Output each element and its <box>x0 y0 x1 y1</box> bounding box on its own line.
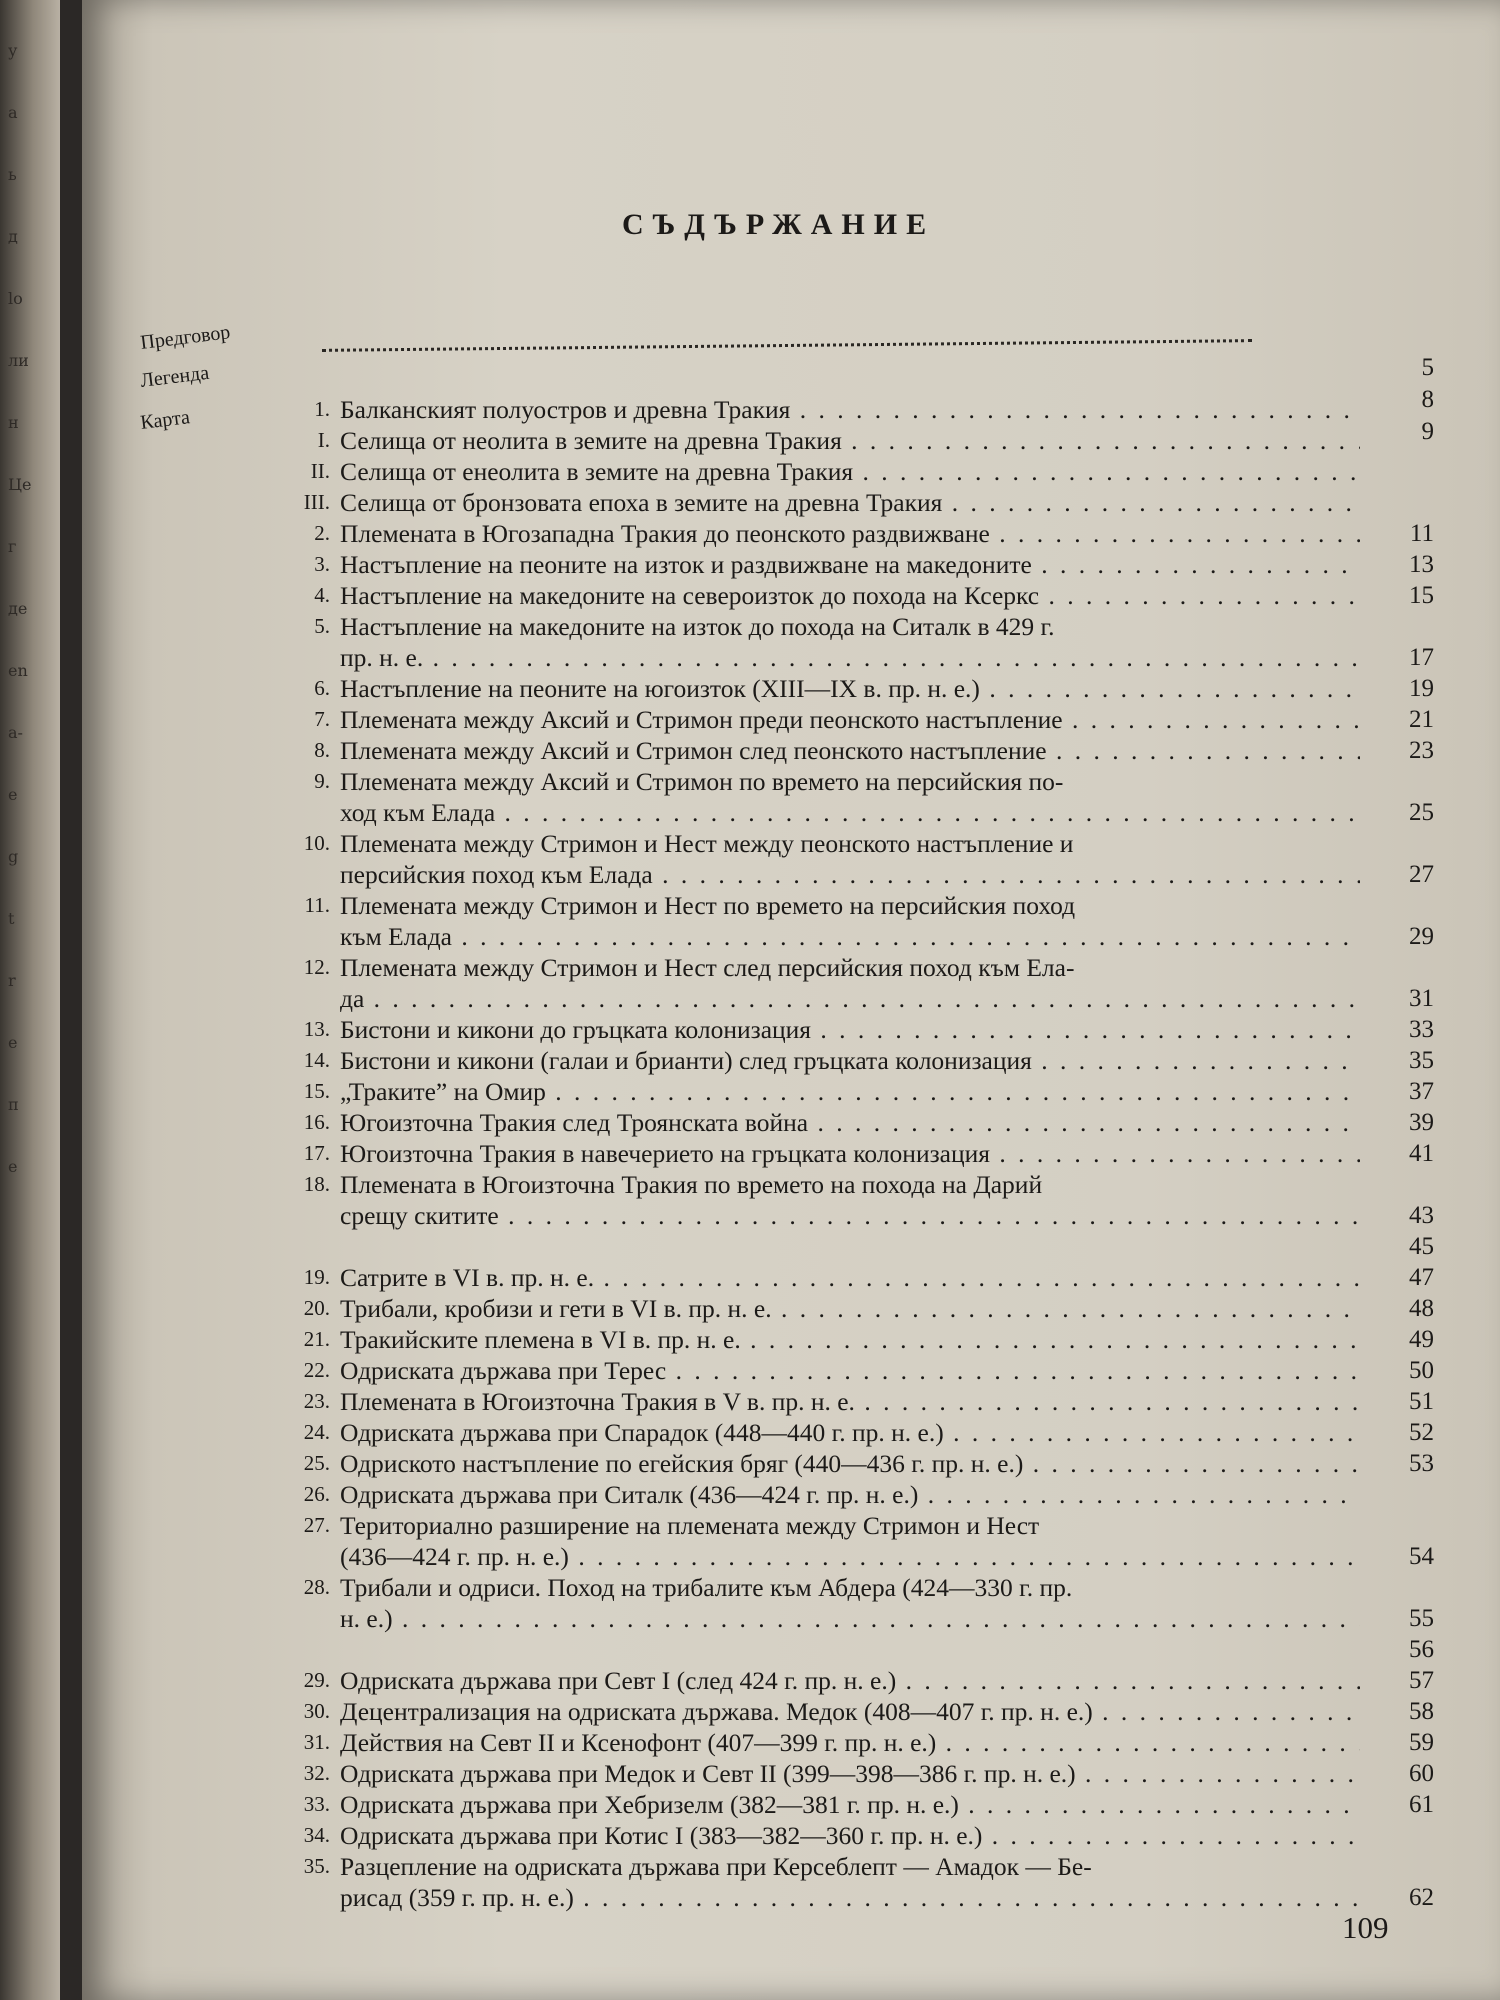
toc-entry-number: 17. <box>303 1141 330 1165</box>
spine-fragment: де <box>8 599 28 618</box>
toc-entry-number: 10. <box>303 831 330 855</box>
front-matter-label: Предговор <box>139 321 232 355</box>
toc-entry <box>142 487 1482 518</box>
toc-entry-line: да . . . <box>340 983 1360 1014</box>
toc-entry-number: 33. <box>303 1792 330 1816</box>
toc-entry-line: пр. н. е. . . . <box>340 642 1360 673</box>
toc-entry-page: 33 <box>1409 1016 1434 1043</box>
toc-entry <box>142 735 1482 766</box>
toc-entry-number: 1. <box>314 397 330 421</box>
toc-entry <box>142 1572 1482 1665</box>
toc-entry-title <box>340 1076 1360 1107</box>
front-matter-label: Легенда <box>139 361 211 393</box>
toc-entry-number: 19. <box>303 1265 330 1289</box>
toc-entry-line: Племената между Стримон и Нест след персийския поход към Ела- <box>340 953 1075 982</box>
toc-entry-title <box>340 1789 1360 1820</box>
toc-entry-number: 32. <box>303 1761 330 1785</box>
toc-entry-page: 31 <box>1409 985 1434 1012</box>
toc-entry-title <box>340 1758 1360 1789</box>
toc-entry-number: I. <box>317 428 330 452</box>
toc-entry-page: 58 <box>1409 1698 1434 1725</box>
toc-entry-page: 41 <box>1409 1140 1434 1167</box>
toc-entry-title <box>340 518 1360 549</box>
book-spine-edge <box>0 0 60 2000</box>
spine-fragment: г <box>8 537 17 556</box>
toc-entry-line: Югоизточна Тракия след Троянската война . . . <box>340 1107 1360 1138</box>
spine-fragment: en <box>8 661 28 680</box>
toc-entry-line: Племената между Аксий и Стримон след пеонското настъпление . . . <box>340 735 1360 766</box>
toc-entry-title <box>340 1014 1360 1045</box>
toc-entry-number: 16. <box>303 1110 330 1134</box>
toc-entry <box>142 1665 1482 1696</box>
toc-entry-number: 11. <box>304 893 330 917</box>
toc-entry-number: 31. <box>303 1730 330 1754</box>
toc-entry-title <box>340 890 1360 952</box>
toc-entry-title <box>340 1820 1360 1851</box>
toc-entry-page: 23 <box>1409 737 1434 764</box>
spine-fragment: Це <box>8 475 32 494</box>
toc-entry <box>142 1851 1482 1913</box>
toc-entry <box>142 394 1482 425</box>
toc-entry-line: н. е.) . . . <box>340 1603 1360 1634</box>
toc-entry-page: 59 <box>1409 1729 1434 1756</box>
front-matter-legend <box>139 362 210 393</box>
toc-entry <box>142 1045 1482 1076</box>
spine-fragment: a- <box>8 723 23 742</box>
toc-entry-line: Настъпление на македоните на изток до похода на Ситалк в 429 г. <box>340 612 1055 641</box>
toc-entry <box>142 1386 1482 1417</box>
toc-entry-line: Племената в Югоизточна Тракия в V в. пр. н. е. . . . <box>340 1386 1360 1417</box>
toc-entry <box>142 549 1482 580</box>
toc-entry-title <box>340 487 1360 518</box>
toc-entry <box>142 952 1482 1014</box>
toc-entry-title <box>340 1293 1360 1324</box>
toc-entry-page: 11 <box>1409 520 1434 547</box>
toc-entry-page: 57 <box>1409 1667 1434 1694</box>
toc-entry-number: 21. <box>303 1327 330 1351</box>
toc-entry-number: 26. <box>303 1482 330 1506</box>
toc-entry-page: 19 <box>1409 675 1434 702</box>
toc-entry <box>142 1789 1482 1820</box>
toc-entry-title <box>340 425 1360 456</box>
toc-entry-number: 23. <box>303 1389 330 1413</box>
toc-entry-title <box>340 952 1360 1014</box>
toc-entry-line: персийския поход към Елада . . . <box>340 859 1360 890</box>
toc-entry-line: Настъпление на пеоните на изток и раздвижване на македоните . . . <box>340 549 1360 580</box>
toc-entry-line: Териториално разширение на племената между Стримон и Нест <box>340 1511 1040 1540</box>
toc-entry-number: 2. <box>314 521 330 545</box>
toc-entry <box>142 766 1482 828</box>
spine-fragment: у <box>8 41 18 60</box>
toc-entry-page: 50 <box>1409 1357 1434 1384</box>
toc-entry-number: III. <box>303 490 330 514</box>
front-matter-page-map: 9 <box>1421 418 1434 445</box>
toc-entry-page: 27 <box>1409 861 1434 888</box>
toc-entry-number: 14. <box>303 1048 330 1072</box>
toc-entry-line: Настъпление на пеоните на югоизток (XIII—IX в. пр. н. е.) . . . <box>340 673 1360 704</box>
toc-entry-page: 29 <box>1409 923 1434 950</box>
toc-entry-line: Одриската държава при Медок и Севт II (399—398—386 г. пр. н. е.) . . . <box>340 1758 1360 1789</box>
spine-fragment: ь <box>8 165 17 184</box>
toc-entry-page: 13 <box>1409 551 1434 578</box>
toc-entry-title <box>340 1169 1360 1262</box>
toc-entry-line: Децентрализация на одриската държава. Медок (408—407 г. пр. н. е.) . . . <box>340 1696 1360 1727</box>
toc-entry-number: 20. <box>303 1296 330 1320</box>
toc-entry-line: Племената в Югоизточна Тракия по времето на похода на Дарий <box>340 1170 1043 1199</box>
spine-fragment: lo <box>8 289 23 308</box>
toc-entry-line: ход към Елада . . . <box>340 797 1360 828</box>
toc-entry-line: Одриската държава при Терес . . . <box>340 1355 1360 1386</box>
toc-entry-page: 17 <box>1409 644 1434 671</box>
front-matter-page-preface: 5 <box>1421 354 1434 381</box>
toc-entry <box>142 425 1482 456</box>
toc-entry-page: 15 <box>1409 582 1434 609</box>
toc-entry-page: 43 <box>1409 1202 1434 1229</box>
toc-entry-title <box>340 1727 1360 1758</box>
toc-entry <box>142 518 1482 549</box>
toc-entry-line: Югоизточна Тракия в навечерието на гръцката колонизация . . . <box>340 1138 1360 1169</box>
toc-entry <box>142 1324 1482 1355</box>
toc-entry-title <box>340 1417 1360 1448</box>
toc-entry-line: Селища от енеолита в земите на древна Тракия . . . <box>340 456 1360 487</box>
spine-fragment: н <box>8 413 19 432</box>
toc-entry-title <box>340 1665 1360 1696</box>
toc-entry-number: 29. <box>303 1668 330 1692</box>
spine-fragment: д <box>8 227 18 246</box>
toc-entry <box>142 580 1482 611</box>
toc-entry-title <box>340 1696 1360 1727</box>
toc-entry-line: Настъпление на македоните на североизток до похода на Ксеркс . . . <box>340 580 1360 611</box>
toc-entry-title <box>340 1572 1360 1665</box>
front-matter-preface <box>139 321 231 355</box>
page-content <box>139 0 1482 2000</box>
toc-entry-line: Одриската държава при Ситалк (436—424 г. пр. н. е.) . . . <box>340 1479 1360 1510</box>
toc-entry-line: Трибали и одриси. Поход на трибалите към Абдера (424—330 г. пр. <box>340 1573 1073 1602</box>
toc-entry-title <box>340 673 1360 704</box>
toc-entry-number: 12. <box>303 955 330 979</box>
toc-entry-title <box>340 1355 1360 1386</box>
toc-entry-page: 48 <box>1409 1295 1434 1322</box>
toc-entry-line: Племената между Аксий и Стримон по времето на персийския по- <box>340 767 1064 796</box>
toc-entry-page: 54 <box>1409 1543 1434 1570</box>
book-page <box>82 0 1500 2000</box>
toc-entry-number: 35. <box>303 1854 330 1878</box>
toc-entry-number: 3. <box>314 552 330 576</box>
spine-fragment: e <box>8 1033 18 1052</box>
toc-entry-line: Бистони и кикони (галаи и брианти) след гръцката колонизация . . . <box>340 1045 1360 1076</box>
toc-entry-line: към Елада . . . <box>340 921 1360 952</box>
toc-entry-number: 8. <box>314 738 330 762</box>
toc-entry-line: Действия на Севт II и Ксенофонт (407—399 г. пр. н. е.) . . . <box>340 1727 1360 1758</box>
toc-entry-title <box>340 1138 1360 1169</box>
toc-entry-page: 62 <box>1409 1884 1434 1911</box>
toc-entry-page: 39 <box>1409 1109 1434 1136</box>
toc-entry <box>142 611 1482 673</box>
toc-entry-title <box>340 1107 1360 1138</box>
toc-entry-page-extra: 56 <box>1409 1636 1434 1663</box>
toc-entry-number: 4. <box>314 583 330 607</box>
page-number: 109 <box>1342 1910 1389 1945</box>
toc-entry <box>142 1479 1482 1510</box>
toc-entry-line: (436—424 г. пр. н. е.) . . . <box>340 1541 1360 1572</box>
toc-entry <box>142 1758 1482 1789</box>
toc-entry-page: 60 <box>1409 1760 1434 1787</box>
toc-entry-number: 30. <box>303 1699 330 1723</box>
toc-entry-number: 18. <box>303 1172 330 1196</box>
toc-entry-line: срещу скитите . . . <box>340 1200 1360 1231</box>
toc-entry-title <box>340 1262 1360 1293</box>
toc-entry-line: Племената между Аксий и Стримон преди пеонското настъпление . . . <box>340 704 1360 735</box>
toc-entry-title <box>340 1324 1360 1355</box>
toc-entry <box>142 1417 1482 1448</box>
toc-entry-number: 27. <box>303 1513 330 1537</box>
toc-entry-page: 25 <box>1409 799 1434 826</box>
toc-entry-line: Сатрите в VI в. пр. н. е. . . . <box>340 1262 1360 1293</box>
toc-entry-number: 24. <box>303 1420 330 1444</box>
toc-entry-number: 7. <box>314 707 330 731</box>
toc-entry-line: рисад (359 г. пр. н. е.) . . . <box>340 1882 1360 1913</box>
toc-entry-line: Селища от бронзовата епоха в земите на древна Тракия . . . <box>340 487 1360 518</box>
toc-entry <box>142 673 1482 704</box>
toc-entry <box>142 456 1482 487</box>
toc-entry-line: Трибали, кробизи и гети в VI в. пр. н. е. . . . <box>340 1293 1360 1324</box>
spine-fragment: g <box>8 847 19 866</box>
toc-entry <box>142 1262 1482 1293</box>
toc-entry-title <box>340 456 1360 487</box>
spine-fragment: п <box>8 1095 19 1114</box>
toc-entry-title <box>340 611 1360 673</box>
toc-entry-title <box>340 1510 1360 1572</box>
toc-entry <box>142 1696 1482 1727</box>
toc-entry-number: 5. <box>314 614 330 638</box>
toc-entry <box>142 704 1482 735</box>
toc-entry-line: Селища от неолита в земите на древна Тракия . . . <box>340 425 1360 456</box>
spine-fragment: t <box>8 909 15 928</box>
toc-entry <box>142 1138 1482 1169</box>
toc-entry-title <box>340 1448 1360 1479</box>
toc-entry-line: „Траките” на Омир . . . <box>340 1076 1360 1107</box>
page-title: СЪДЪРЖАНИЕ <box>622 208 936 241</box>
toc-entry-title <box>340 580 1360 611</box>
toc-entry-page: 51 <box>1409 1388 1434 1415</box>
toc-entry <box>142 828 1482 890</box>
toc-entry-title <box>340 394 1360 425</box>
spine-fragment: а <box>8 103 18 122</box>
toc-entry-number: 9. <box>314 769 330 793</box>
toc-entry-line: Одриската държава при Котис I (383—382—360 г. пр. н. е.) . . . <box>340 1820 1360 1851</box>
toc-entry-line: Разцепление на одриската държава при Керсеблепт — Амадок — Бе- <box>340 1852 1092 1881</box>
toc-entry-page: 49 <box>1409 1326 1434 1353</box>
toc-entry <box>142 1076 1482 1107</box>
toc-entry-page: 53 <box>1409 1450 1434 1477</box>
spine-fragment: e <box>8 785 18 804</box>
toc-entry-number: 22. <box>303 1358 330 1382</box>
spine-fragment: r <box>8 971 16 990</box>
toc-entry-line: Одриската държава при Севт I (след 424 г. пр. н. е.) . . . <box>340 1665 1360 1696</box>
front-matter-label: Карта <box>139 406 192 435</box>
toc-entry-title <box>340 1045 1360 1076</box>
toc-entry <box>142 1293 1482 1324</box>
front-matter-page-legend: 8 <box>1421 386 1434 413</box>
toc-entry <box>142 890 1482 952</box>
toc-entry <box>142 1510 1482 1572</box>
toc-entry <box>142 1820 1482 1851</box>
toc-entry-line: Одриската държава при Спарадок (448—440 г. пр. н. е.) . . . <box>340 1417 1360 1448</box>
toc-entry <box>142 1169 1482 1262</box>
toc-entry-title <box>340 766 1360 828</box>
toc-entry-title <box>340 1479 1360 1510</box>
toc-entry-number: 6. <box>314 676 330 700</box>
toc-entry <box>142 1448 1482 1479</box>
toc-entry-number: II. <box>310 459 330 483</box>
toc-entry-page-extra: 45 <box>1409 1233 1434 1260</box>
spine-fragments <box>8 20 38 1198</box>
toc-entry <box>142 1107 1482 1138</box>
toc-entry-line: Одриското настъпление по егейския бряг (440—436 г. пр. н. е.) . . . <box>340 1448 1360 1479</box>
toc-entry-title <box>340 828 1360 890</box>
toc-entry-page: 37 <box>1409 1078 1434 1105</box>
toc-entry-page: 21 <box>1409 706 1434 733</box>
toc-entry-line: Балканският полуостров и древна Тракия . . . <box>340 394 1360 425</box>
toc-entry-line: Бистони и кикони до гръцката колонизация . . . <box>340 1014 1360 1045</box>
toc-entry-title <box>340 1386 1360 1417</box>
table-of-contents <box>142 394 1482 1913</box>
spine-fragment: e <box>8 1157 18 1176</box>
toc-entry-number: 28. <box>303 1575 330 1599</box>
toc-entry-title <box>340 1851 1360 1913</box>
toc-entry <box>142 1727 1482 1758</box>
toc-entry-number: 34. <box>303 1823 330 1847</box>
spine-fragment: ли <box>8 351 29 370</box>
toc-entry-line: Племената между Стримон и Нест по времето на персийския поход <box>340 891 1076 920</box>
toc-entry <box>142 1014 1482 1045</box>
toc-entry-number: 13. <box>303 1017 330 1041</box>
toc-entry-line: Племената в Югозападна Тракия до пеонското раздвижване . . . <box>340 518 1360 549</box>
toc-entry-number: 15. <box>303 1079 330 1103</box>
toc-entry-line: Тракийските племена в VI в. пр. н. е. . . . <box>340 1324 1360 1355</box>
toc-entry-page: 55 <box>1409 1605 1434 1632</box>
toc-entry-page: 35 <box>1409 1047 1434 1074</box>
toc-entry-page: 61 <box>1409 1791 1434 1818</box>
toc-entry-number: 25. <box>303 1451 330 1475</box>
toc-entry-page: 47 <box>1409 1264 1434 1291</box>
toc-entry-title <box>340 549 1360 580</box>
toc-entry-page: 52 <box>1409 1419 1434 1446</box>
toc-entry <box>142 1355 1482 1386</box>
toc-entry-title <box>340 735 1360 766</box>
toc-entry-title <box>340 704 1360 735</box>
toc-entry-line: Одриската държава при Хебризелм (382—381 г. пр. н. е.) . . . <box>340 1789 1360 1820</box>
toc-entry-line: Племената между Стримон и Нест между пеонското настъпление и <box>340 829 1074 858</box>
front-matter-leader-dots <box>322 339 1252 352</box>
